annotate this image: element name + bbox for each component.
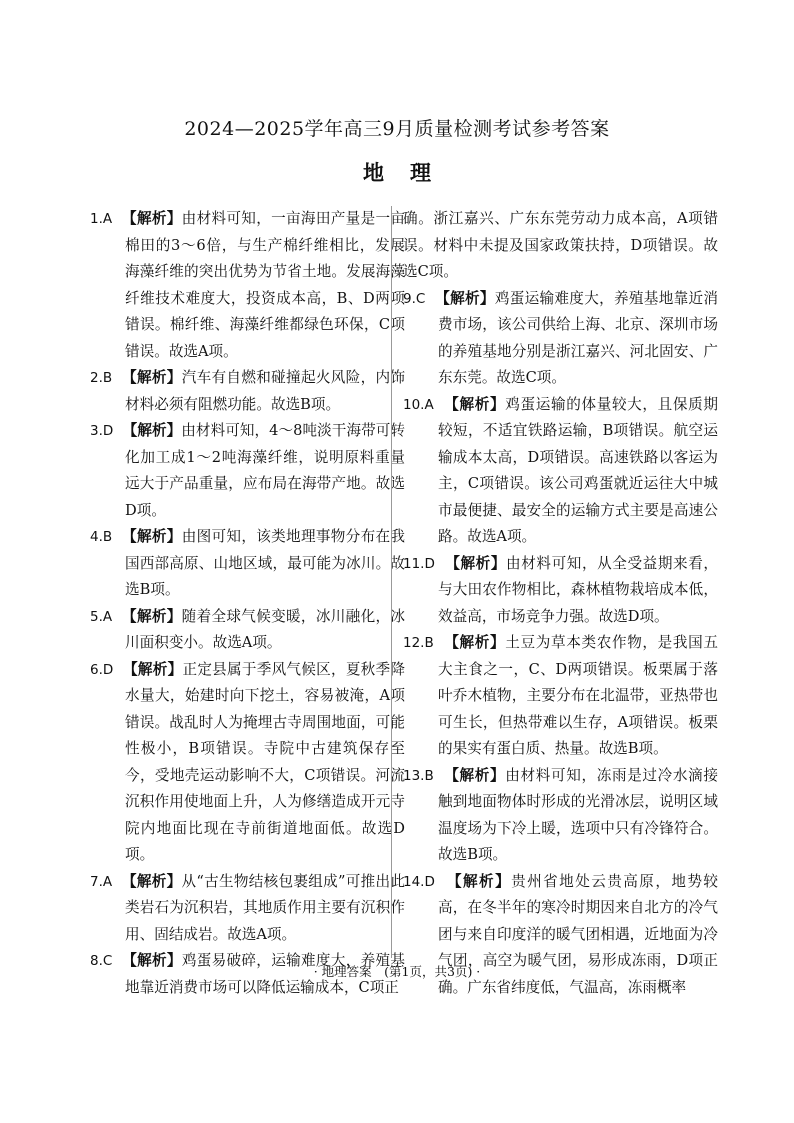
question-number: 3.D bbox=[90, 423, 114, 439]
answer-text: 由材料可知，冻雨是过冷水滴接触到地面物体时形成的光滑冰层，说明区域温度场为下冷上暖，选项中只有冷锋符合。故选B项。 bbox=[438, 766, 718, 863]
answer-text: 土豆为草本类农作物，是我国五大主食之一，C、D两项错误。板栗属于落叶乔木植物，主要分布在北温带，亚热带也可生长，但热带难以生存，A项错误。板栗的果实有蛋白质、热量。故选B项。 bbox=[438, 634, 718, 757]
answer-text: 随着全球气候变暖，冰川融化，冰川面积变小。故选A项。 bbox=[125, 607, 405, 651]
analysis-tag: 【解析】 bbox=[445, 554, 507, 572]
question-number: 1.A bbox=[90, 211, 113, 227]
answer-item bbox=[403, 630, 718, 763]
answer-item bbox=[90, 206, 405, 365]
analysis-tag: 【解析】 bbox=[122, 607, 182, 625]
answer-item bbox=[90, 524, 405, 604]
answer-item bbox=[403, 869, 718, 1002]
answer-text: 鸡蛋运输难度大，养殖基地靠近消费市场，该公司供给上海、北京、深圳市场的养殖基地分别是浙江嘉兴、河北固安、广东东莞。故选C项。 bbox=[438, 289, 718, 386]
answer-continuation: 确。浙江嘉兴、广东东莞劳动力成本高，A项错误。材料中未提及国家政策扶持，D项错误。故选C项。 bbox=[403, 210, 718, 280]
answer-item bbox=[90, 365, 405, 418]
answer-text: 由材料可知，从全受益期来看，与大田农作物相比，森林植物栽培成本低，效益高，市场竞争力强。故选D项。 bbox=[438, 554, 718, 625]
question-number: 10.A bbox=[403, 396, 434, 413]
analysis-tag: 【解析】 bbox=[122, 369, 182, 386]
subject-heading: 地理 bbox=[363, 160, 457, 185]
question-number: 14.D bbox=[403, 873, 435, 890]
answer-item bbox=[403, 763, 718, 869]
question-number: 11.D bbox=[403, 555, 435, 572]
answer-item bbox=[90, 418, 405, 524]
question-number: 2.B bbox=[90, 370, 113, 386]
answer-text: 汽车有自燃和碰撞起火风险，内饰材料必须有阻燃功能。故选B项。 bbox=[125, 369, 405, 413]
answer-item bbox=[403, 551, 718, 631]
column-divider bbox=[391, 206, 392, 958]
question-number: 9.C bbox=[403, 290, 426, 307]
answer-text: 鸡蛋运输的体量较大，且保质期较短，不适宜铁路运输，B项错误。航空运输成本太高，D项错误。高速铁路以客运为主，C项错误。该公司鸡蛋就近运往大中城市最便捷、最安全的运输方式主要是高速公路。故选A项。 bbox=[438, 395, 718, 545]
question-number: 12.B bbox=[403, 635, 434, 651]
analysis-tag: 【解析】 bbox=[123, 660, 183, 678]
answer-item bbox=[403, 392, 718, 551]
answer-text: 由材料可知，4～8吨淡干海带可转化加工成1～2吨海藻纤维，说明原料重量远大于产品重量，应布局在海带产地。故选D项。 bbox=[125, 422, 405, 519]
answer-text: 正定县属于季风气候区，夏秋季降水量大，始建时向下挖土，容易被淹，A项错误。战乱时人为掩埋古寺周围地面，可能性极小，B项错误。寺院中古建筑保存至今，受地壳运动影响不大，C项错误。河流沉积作用使地面上升，人为修缮造成开元寺院内地面比现在寺前街道地面低。故选D项。 bbox=[125, 660, 405, 863]
analysis-tag: 【解析】 bbox=[122, 210, 182, 227]
question-number: 5.A bbox=[90, 608, 113, 625]
answer-text: 由图可知，该类地理事物分布在我国西部高原、山地区域，最可能为冰川。故选B项。 bbox=[125, 528, 405, 598]
answer-item bbox=[403, 286, 718, 392]
answer-column-left bbox=[90, 206, 405, 1001]
analysis-tag: 【解析】 bbox=[447, 872, 512, 890]
question-number: 6.D bbox=[90, 661, 114, 678]
analysis-tag: 【解析】 bbox=[121, 872, 182, 890]
analysis-tag: 【解析】 bbox=[435, 289, 495, 307]
question-number: 4.B bbox=[90, 529, 113, 545]
analysis-tag: 【解析】 bbox=[122, 528, 182, 545]
answer-text: 贵州省地处云贵高原，地势较高，在冬半年的寒冷时期因来自北方的冷气团与来自印度洋的暖气团相遇，近地面为冷气团，高空为暖气团，易形成冻雨，D项正确。广东省纬度低，气温高，冻雨概率 bbox=[438, 872, 718, 996]
analysis-tag: 【解析】 bbox=[444, 766, 506, 784]
answer-item bbox=[90, 657, 405, 869]
question-number: 8.C bbox=[90, 953, 113, 969]
answer-item bbox=[90, 869, 405, 949]
answer-column-right bbox=[403, 206, 718, 1001]
answer-text: 由材料可知，一亩海田产量是一亩棉田的3～6倍，与生产棉纤维相比，发展海藻纤维的突出优势为节省土地。发展海藻纤维技术难度大，投资成本高，B、D两项错误。棉纤维、海藻纤维都绿色环保，C项错误。故选A项。 bbox=[125, 210, 405, 360]
analysis-tag: 【解析】 bbox=[122, 422, 182, 439]
question-number: 7.A bbox=[90, 873, 113, 890]
analysis-tag: 【解析】 bbox=[444, 395, 506, 413]
answer-text: 从“古生物结核包裹组成”可推出此类岩石为沉积岩，其地质作用主要有沉积作用、固结成岩。故选A项。 bbox=[125, 872, 405, 943]
answer-item bbox=[90, 604, 405, 657]
analysis-tag: 【解析】 bbox=[122, 952, 182, 969]
analysis-tag: 【解析】 bbox=[444, 634, 506, 651]
page-title: 2024—2025学年高三9月质量检测考试参考答案 bbox=[184, 118, 610, 140]
question-number: 13.B bbox=[403, 767, 434, 784]
page-footer: · 地理答案 (第1页，共3页) · bbox=[313, 964, 481, 979]
answer-text: 鸡蛋易破碎，运输难度大，养殖基地靠近消费市场可以降低运输成本，C项正 bbox=[125, 952, 405, 996]
